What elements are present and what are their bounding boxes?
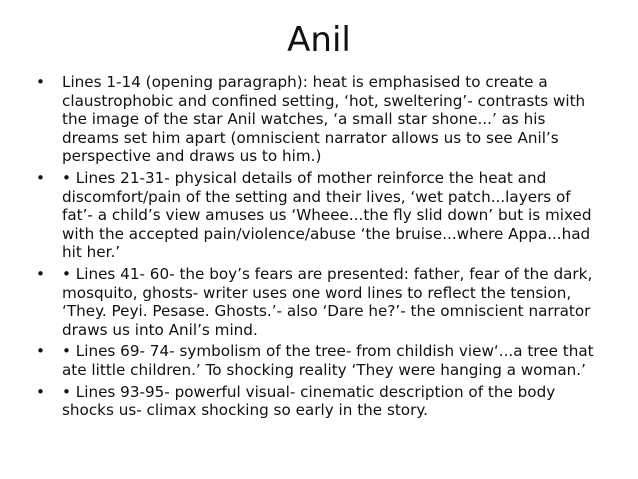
bullet-text: • Lines 21-31- physical details of mother reinforce the heat and discomfort/pain of the setting and their lives, ‘wet patch...layers of fat’- a child’s view amuses us ‘Wheee...the fly slid down’ but is mixed with the accepted pain/violence/abuse ‘the bruise...where Appa...had hit her.’ [62, 168, 592, 262]
bullet-dot-icon: • [36, 342, 45, 361]
bullet-item [36, 73, 596, 166]
bullet-item [36, 169, 596, 262]
bullet-list [36, 73, 596, 423]
bullet-dot-icon: • [36, 73, 45, 91]
bullet-text: • Lines 69- 74- symbolism of the tree- from childish view‘...a tree that ate little children.’ To shocking reality ‘They were hanging a woman.’ [62, 342, 594, 379]
bullet-item [36, 383, 596, 420]
bullet-dot-icon: • [36, 264, 45, 283]
bullet-text: • Lines 93-95- powerful visual- cinematic description of the body shocks us- climax shocking so early in the story. [62, 382, 556, 420]
bullet-item [36, 265, 596, 339]
bullet-text: • Lines 41- 60- the boy’s fears are presented: father, fear of the dark, mosquito, ghosts- writer uses one word lines to reflect the tension, ‘They. Peyi. Pesase. Ghosts.’- also ‘Dare he?’- the omniscient narrator draws us into Anil’s mind. [62, 264, 593, 339]
bullet-dot-icon: • [36, 382, 45, 401]
bullet-item [36, 342, 596, 379]
bullet-text: Lines 1-14 (opening paragraph): heat is emphasised to create a claustrophobic and confined setting, ‘hot, sweltering’- contrasts with the image of the star Anil watches, ‘a small star shone...’ as his dreams set him apart (omniscient narrator allows us to see Anil’s perspective and draws us to him.) [62, 73, 586, 166]
bullet-dot-icon: • [36, 168, 45, 187]
slide-title: Anil [287, 20, 351, 60]
